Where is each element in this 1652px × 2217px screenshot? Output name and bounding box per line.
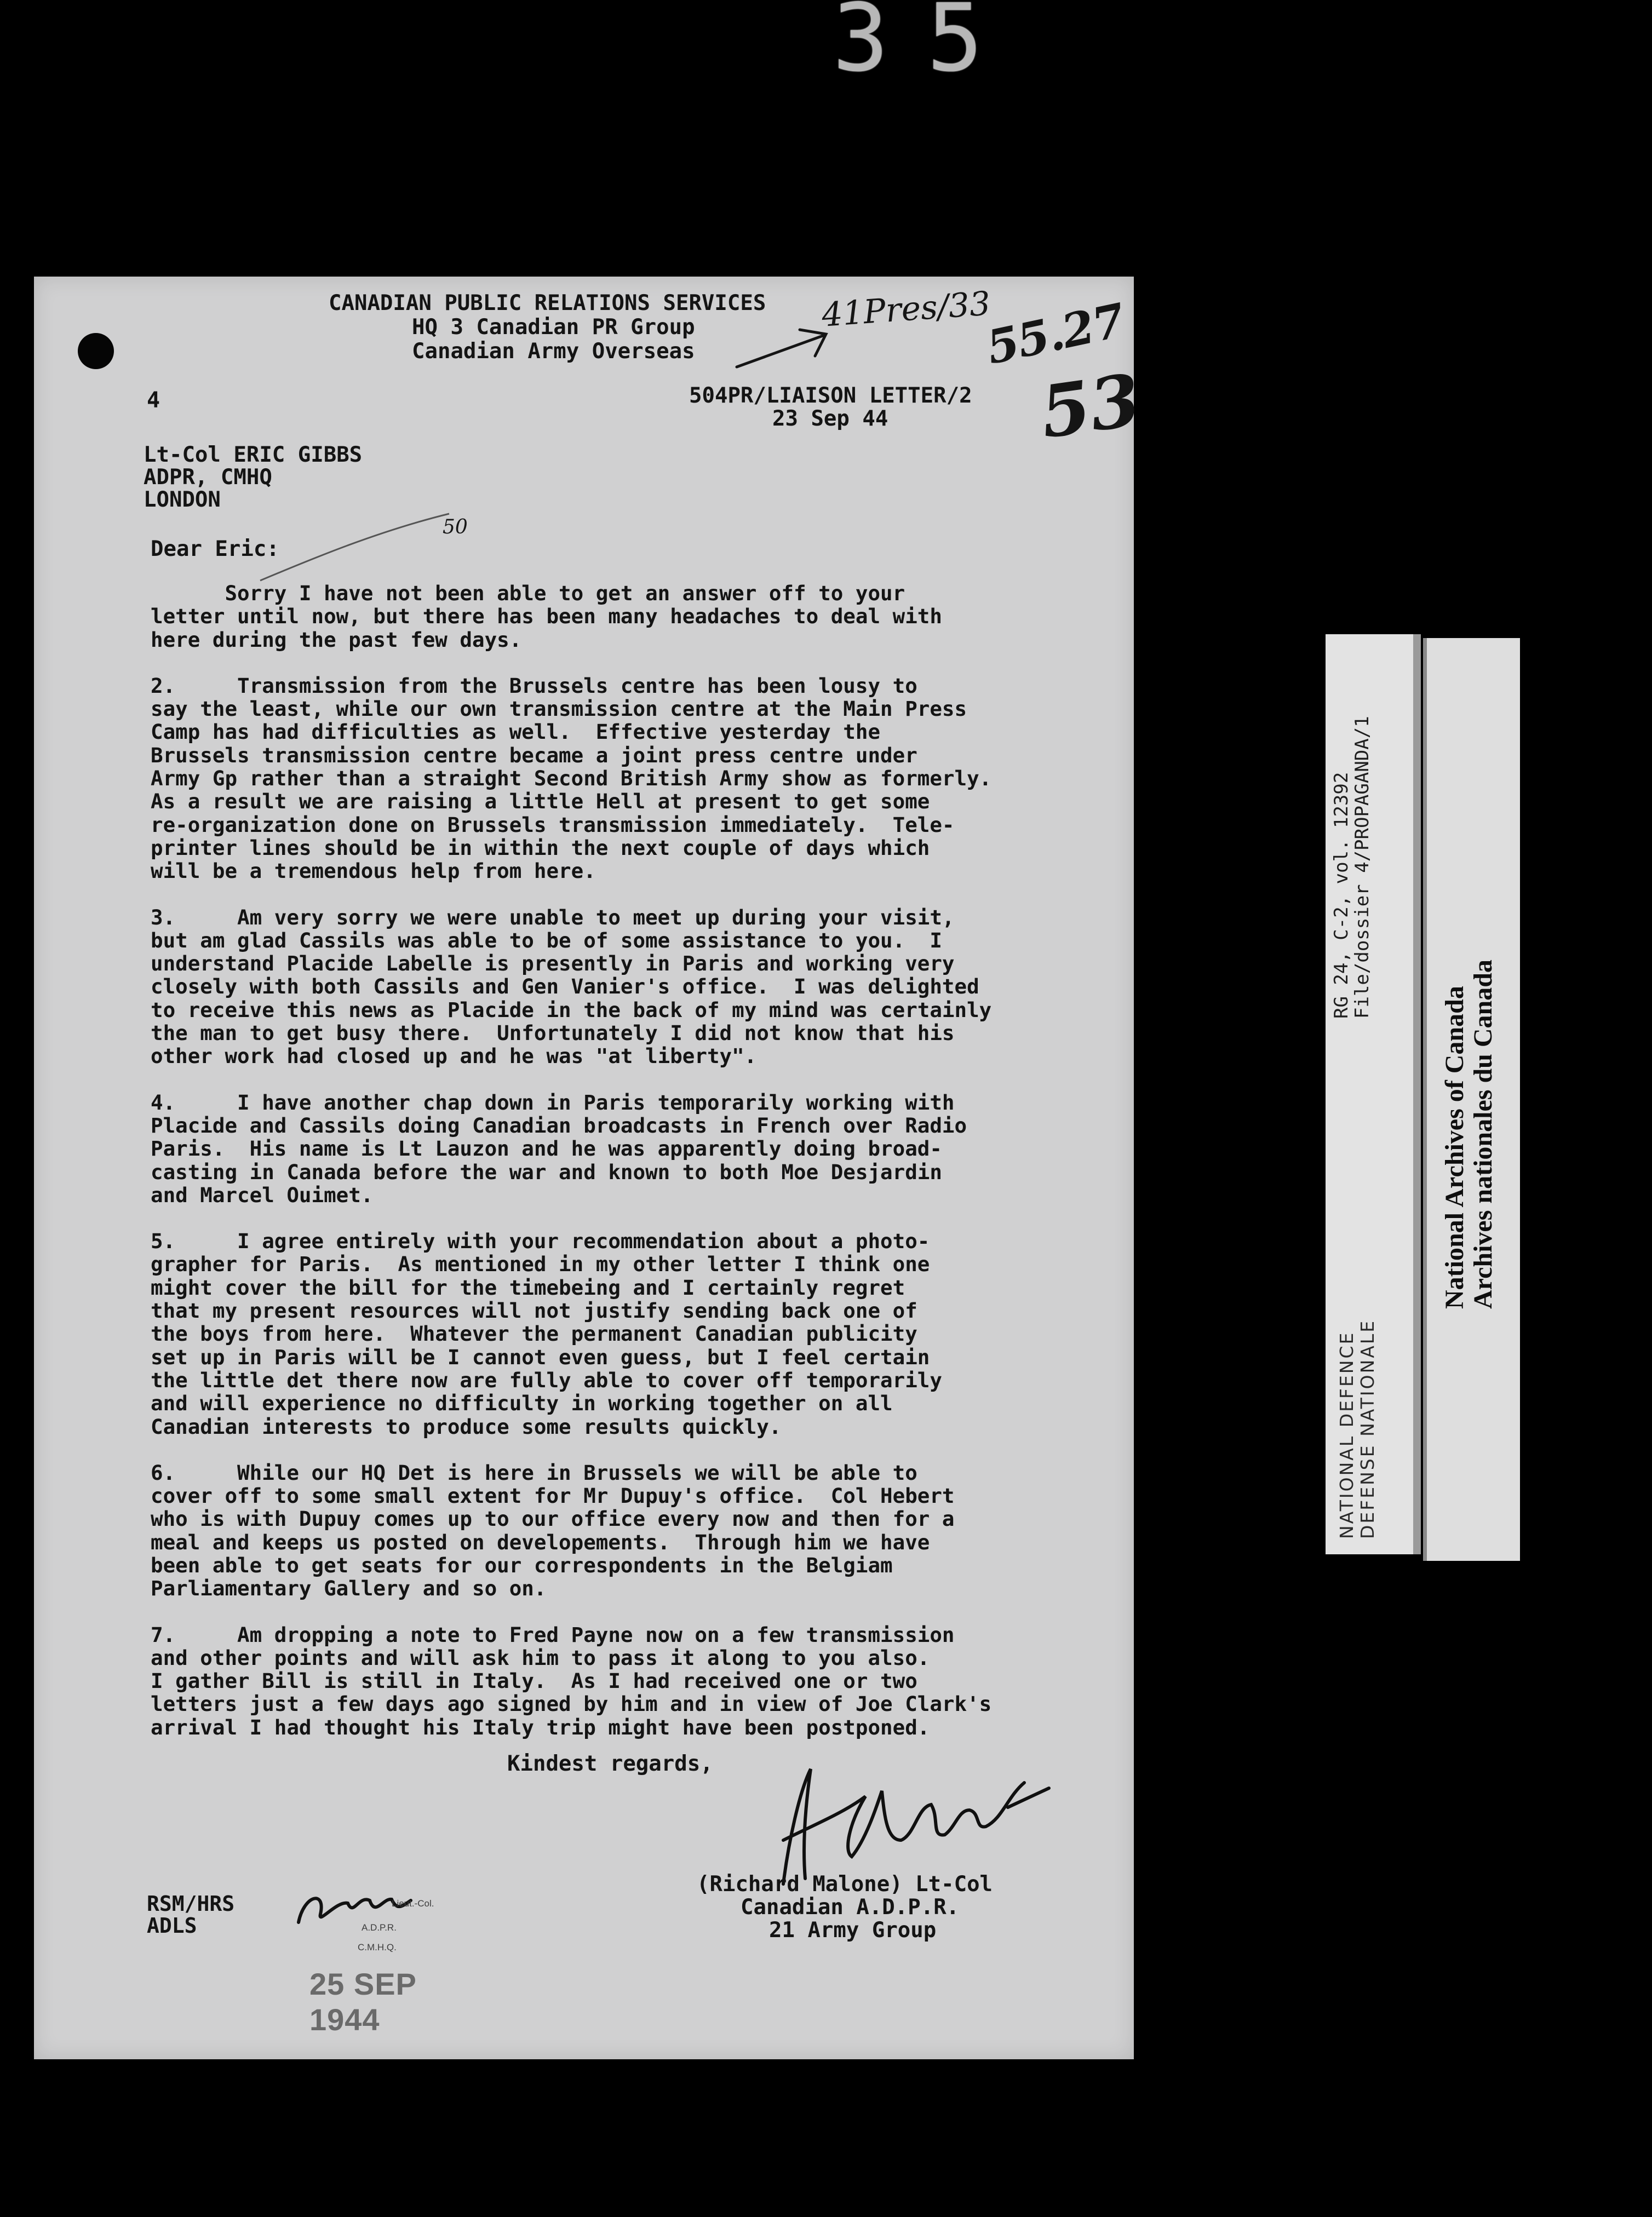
margin-mark: 4 (147, 388, 160, 413)
closing: Kindest regards, (507, 1751, 713, 1776)
signature-block (697, 1873, 993, 1942)
paragraph-6: 6. While our HQ Det is here in Brussels we will be able to cover off to some small extent for Mr Dupuy's office. Col Hebert who is with Dupuy comes up to our office every now and then for a meal and keeps us posted on developements. Through him we have been able to get seats for our correspondents in the Belgiam Parliamentary Gallery and so on. (151, 1460, 955, 1601)
initials-line-2: ADLS (147, 1914, 197, 1938)
addressee-office: ADPR, CMHQ (144, 465, 272, 490)
handwritten-file-ref: 41Pres/33 (820, 284, 992, 335)
stamp-date: 25 SEP 1944 (309, 1967, 416, 2037)
initials-line-1: RSM/HRS (147, 1892, 235, 1916)
paragraph-1: Sorry I have not been able to get an answer off to your letter until now, but there has been many headaches to deal with here during the past few days. (151, 581, 942, 652)
national-defence-fr: DEFENSE NATIONALE (1357, 1319, 1378, 1539)
paragraph-2: 2. Transmission from the Brussels centre has been lousy to say the least, while our own transmission centre at the Main Press Camp has had difficulties as well. Effective yesterday the Brussels transmission centre became a joint press centre under Army Gp rather than a straight Second British Army show as formerly. As a result we are raising a little Hell at present to get some re-organization done on Brussels transmission immediately. Tele- printer lines should be in within the next couple of days which will be a tremendous help from here. (151, 673, 992, 883)
handwritten-arrow (734, 323, 833, 372)
paragraph-5: 5. I agree entirely with your recommendation about a photo- grapher for Paris. As mentioned in my other letter I think one might cover the bill for the timebeing and I certainly regret that my present resources will not justify sending back one of the boys from here. Whatever the permanent Canadian publicity set up in Paris will be I cannot even guess, but I feel certain the little det there now are fully able to cover off temporarily and will experience no difficulty in working together on all Canadian interests to produce some results quickly. (151, 1229, 942, 1439)
signatory-unit: 21 Army Group (769, 1918, 937, 1943)
national-defence-en: NATIONAL DEFENCE (1336, 1331, 1357, 1539)
archive-ref-volume: RG 24, C-2, vol. 12392 (1330, 772, 1352, 1019)
letter-body (151, 582, 1104, 1762)
pen-stroke (257, 509, 455, 586)
addressee-name: Lt-Col ERIC GIBBS (144, 443, 363, 467)
microfilm-frame-number: 35 (833, 0, 1022, 93)
stamp-office: A.D.P.R. (362, 1922, 397, 1933)
signatory-name: (Richard Malone) Lt-Col (697, 1872, 993, 1897)
letterhead-army: Canadian Army Overseas (412, 339, 695, 364)
received-stamp (293, 1884, 474, 2037)
typist-initials (147, 1893, 234, 1937)
national-defence-label (1336, 1319, 1378, 1539)
handwritten-signature (750, 1758, 1057, 1889)
archive-reference (1331, 716, 1373, 1019)
reference-number: 504PR/LIAISON LETTER/2 (689, 383, 972, 408)
letterhead-org: CANADIAN PUBLIC RELATIONS SERVICES (329, 291, 766, 315)
reference-block (689, 384, 972, 430)
archives-name-label (1441, 960, 1498, 1309)
label-edge (1413, 634, 1421, 1554)
handwritten-note: 50 (443, 516, 468, 538)
handwritten-doc-number-2: 53 (1035, 358, 1145, 455)
handwritten-doc-number: 55.27 (982, 292, 1129, 375)
paragraph-4: 4. I have another chap down in Paris temporarily working with Placide and Cassils doing Canadian broadcasts in French over Radio Paris. His name is Lt Lauzon and he was apparently doing broad- casting in Canada before the war and known to both Moe Desjardin and Marcel Ouimet. (151, 1090, 967, 1207)
stamp-rank: Lieut.-Col. (392, 1898, 434, 1909)
archives-name-en: National Archives of Canada (1440, 986, 1469, 1309)
letter-date: 23 Sep 44 (772, 406, 888, 431)
paragraph-3: 3. Am very sorry we were unable to meet up during your visit, but am glad Cassils was able to be of some assistance to you. I understand Placide Labelle is presently in Paris and working very closely with both Cassils and Gen Vanier's office. I was delighted to receive this news as Placide in the back of my mind was certainly the man to get busy there. Unfortunately I did not know that his other work had closed up and he was "at liberty". (151, 905, 992, 1069)
signatory-title: Canadian A.D.P.R. (741, 1895, 960, 1920)
letterhead-group: HQ 3 Canadian PR Group (412, 315, 695, 340)
punch-hole (78, 333, 114, 369)
archives-name-fr: Archives nationales du Canada (1469, 960, 1498, 1309)
archive-ref-file: File/dossier 4/PROPAGANDA/1 (1351, 716, 1373, 1019)
salutation: Dear Eric: (151, 537, 279, 561)
addressee-block (144, 444, 362, 511)
stamp-hq: C.M.H.Q. (358, 1942, 397, 1952)
addressee-city: LONDON (144, 487, 221, 512)
paragraph-7: 7. Am dropping a note to Fred Payne now on a few transmission and other points and will ask him to pass it along to you also. I gather Bill is still in Italy. As I had received one or two letters just a few days ago signed by him and in view of Joe Clark's arrival I had thought his Italy trip might have been postponed. (151, 1622, 992, 1739)
